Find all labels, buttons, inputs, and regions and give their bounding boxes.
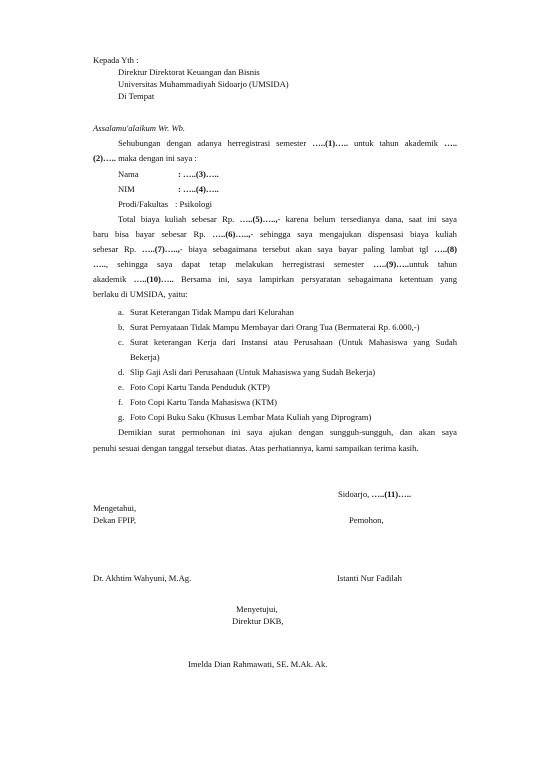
recipient-line-3: Di Tempat	[118, 91, 155, 101]
requirement-item: Surat Keterangan Tidak Mampu dari Kelurahan	[130, 307, 294, 317]
requirement-item: Surat Pernyataan Tidak Mampu Membayar dari Orang Tua (Bermaterai Rp. 6.000,-)	[130, 322, 420, 332]
applicant-title: Pemohon,	[349, 515, 384, 525]
intro-text: Sehubungan dengan adanya herregistrasi semester	[118, 138, 313, 148]
placeholder-7: …..(7)…..,	[141, 244, 180, 254]
placeholder-8-end: …..	[93, 259, 106, 269]
place: Sidoarjo,	[338, 489, 372, 499]
requirement-marker: c.	[118, 337, 124, 347]
placeholder-5: …..(5)…..,	[239, 214, 278, 224]
body-text: akademik	[93, 274, 134, 284]
field-name-label: Nama	[118, 169, 139, 179]
requirement-marker: e.	[118, 382, 124, 392]
requirement-item-continuation: Bekerja)	[130, 352, 160, 362]
approved-label: Menyetujui,	[236, 604, 278, 614]
intro-text: maka dengan ini saya :	[115, 153, 197, 163]
closing-line-2: penuhi sesuai dengan tanggal tersebut diatas. Atas perhatiannya, kami sampaikan terima kasih.	[93, 443, 419, 453]
body-text: - biaya sebagaimana tersebut akan saya bayar paling lambat tgl	[179, 244, 435, 254]
placeholder-11: …..(11)…..	[371, 489, 412, 499]
body-text: - karena belum tersedianya dana, saat ini saya	[277, 214, 458, 224]
recipient-salutation: Kepada Yth :	[93, 55, 139, 65]
recipient-line-1: Direktur Direktorat Keuangan dan Bisnis	[118, 67, 260, 77]
intro-line-2	[93, 153, 197, 164]
place-date	[338, 489, 411, 500]
acknowledged-label: Mengetahui,	[93, 503, 137, 513]
body-text: untuk tahun	[409, 259, 457, 269]
placeholder-10: …..(10)…..	[133, 274, 174, 284]
requirement-item: Foto Copi Buku Saku (Khusus Lembar Mata Kuliah yang Diprogram)	[130, 412, 372, 422]
director-title: Direktur DKB,	[232, 616, 284, 626]
applicant-name: Istanti Nur Fadilah	[337, 573, 402, 583]
field-name-value: : …..(3)…..	[178, 169, 219, 179]
intro-line-1	[118, 138, 457, 149]
body-line-4	[93, 259, 457, 270]
placeholder-2-start: …..	[444, 138, 457, 148]
body-line-2	[93, 229, 457, 240]
requirement-item: Slip Gaji Asli dari Perusahaan (Untuk Mahasiswa yang Sudah Bekerja)	[130, 367, 376, 377]
placeholder-1: …..(1)…..	[312, 138, 349, 148]
requirement-item: Foto Copi Kartu Tanda Penduduk (KTP)	[130, 382, 270, 392]
body-line-6: berlaku di UMSIDA, yaitu:	[93, 289, 188, 299]
recipient-line-2: Universitas Muhammadiyah Sidoarjo (UMSIDA)	[118, 79, 289, 89]
field-prodi-value: : Psikologi	[175, 199, 213, 209]
body-text: baru bisa bayar sebesar Rp.	[93, 229, 213, 239]
placeholder-2-end: (2)…..	[93, 153, 116, 163]
body-text: , sehingga saya dapat tetap melakukan herregistrasi semester	[105, 259, 374, 269]
requirement-marker: g.	[118, 412, 125, 422]
requirement-marker: b.	[118, 322, 125, 332]
field-nim-value: : …..(4)…..	[178, 184, 219, 194]
body-text: - sehingga saya mengajukan dispensasi biaya kuliah	[250, 229, 457, 239]
placeholder-6: …..(6)…..,	[212, 229, 251, 239]
body-text: sebesar Rp.	[93, 244, 142, 254]
requirement-item: Surat keterangan Kerja dari Instansi atau Perusahaan (Untuk Mahasiswa yang Sudah	[130, 337, 457, 347]
field-nim-label: NIM	[118, 184, 135, 194]
field-prodi-label: Prodi/Fakultas	[118, 199, 169, 209]
placeholder-9: …..(9)…..	[373, 259, 410, 269]
body-line-1	[118, 214, 457, 225]
greeting: Assalamu'alaikum Wr. Wb.	[93, 123, 186, 133]
body-line-5	[93, 274, 457, 285]
closing-line-1: Demikian surat permohonan ini saya ajukan dengan sungguh-sungguh, dan akan saya	[118, 427, 457, 437]
requirement-marker: d.	[118, 367, 125, 377]
director-name: Imelda Dian Rahmawati, SE. M.Ak. Ak.	[188, 659, 328, 669]
requirement-marker: f.	[118, 397, 124, 407]
placeholder-8-start: …..(8)	[434, 244, 458, 254]
body-text: Total biaya kuliah sebesar Rp.	[118, 214, 240, 224]
intro-text: untuk tahun akademik	[348, 138, 445, 148]
dean-title: Dekan FPIP,	[93, 515, 136, 525]
requirement-marker: a.	[118, 307, 124, 317]
body-text: Bersama ini, saya lampirkan persyaratan sebagaimana ketentuan yang	[173, 274, 457, 284]
dean-name: Dr. Akhtim Wahyuni, M.Ag.	[93, 573, 192, 583]
body-line-3	[93, 244, 457, 255]
requirement-item: Foto Copi Kartu Tanda Mahasiswa (KTM)	[130, 397, 277, 407]
